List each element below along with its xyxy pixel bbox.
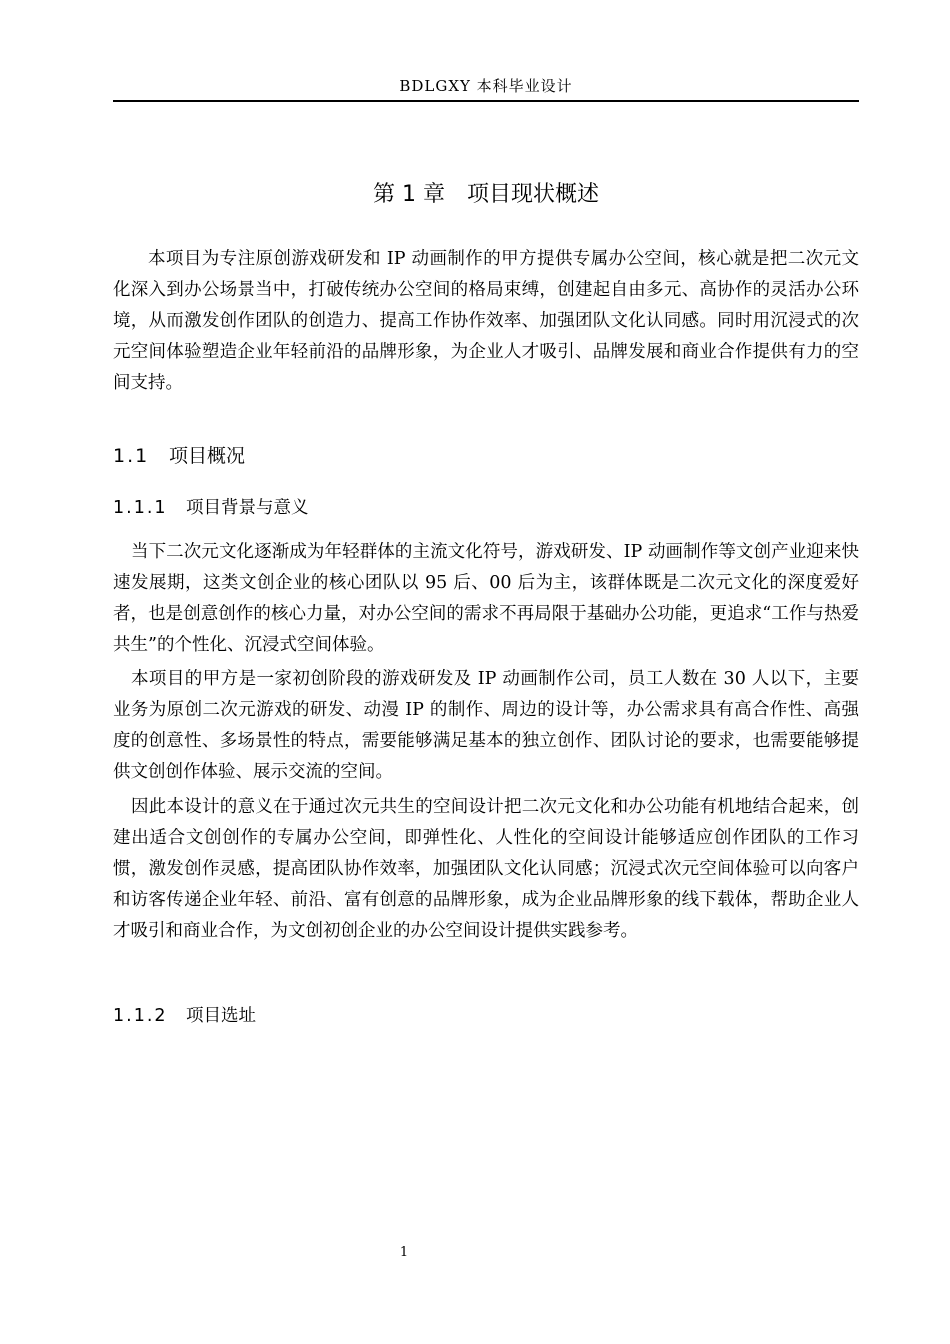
section-heading-1-1 [113,443,245,469]
background-paragraph: 当下二次元文化逐渐成为年轻群体的主流文化符号，游戏研发、IP 动画制作等文创产业迎来快速发展期，这类文创企业的核心团队以 95 后、00 后为主，该群体既是二次元文化的深度爱好者，也是创意创作的核心力量，对办公空间的需求不再局限于基础办公功能，更追求“工作与热爱共生”的个性化、沉浸式空间体验。 [113,542,859,655]
header-divider [113,100,859,102]
section-title: 项目概况 [169,445,246,467]
significance-paragraph: 因此本设计的意义在于通过次元共生的空间设计把二次元文化和办公功能有机地结合起来，创建出适合文创创作的专属办公空间，即弹性化、人性化的空间设计能够适应创作团队的工作习惯，激发创作灵感，提高团队协作效率，加强团队文化认同感；沉浸式次元空间体验可以向客户和访客传递企业年轻、前沿、富有创意的品牌形象，成为企业品牌形象的线下载体，帮助企业人才吸引和商业合作，为文创初创企业的办公空间设计提供实践参考。 [113,797,859,941]
intro-paragraph: 本项目为专注原创游戏研发和 IP 动画制作的甲方提供专属办公空间，核心就是把二次元文化深入到办公场景当中，打破传统办公空间的格局束缚，创建起自由多元、高协作的灵活办公环境，从而激发创作团队的创造力、提高工作协作效率、加强团队文化认同感。同时用沉浸式的次元空间体验塑造企业年轻前沿的品牌形象，为企业人才吸引、品牌发展和商业合作提供有力的空间支持。 [113,249,859,393]
subsection-heading-1-1-2 [113,1004,256,1028]
section-number: 1.1 [113,445,150,467]
page-number: 1 [399,1245,409,1260]
client-paragraph: 本项目的甲方是一家初创阶段的游戏研发及 IP 动画制作公司，员工人数在 30 人以下，主要业务为原创二次元游戏的研发、动漫 IP 的制作、周边的设计等，办公需求具有高合作性、高强度的创意性、多场景性的特点，需要能够满足基本的独立创作、团队讨论的要求，也需要能够提供文创创作体验、展示交流的空间。 [113,669,859,782]
subsection-title: 项目背景与意义 [186,498,309,518]
subsection-number: 1.1.2 [113,1006,168,1026]
subsection-title: 项目选址 [186,1006,256,1026]
subsection-number: 1.1.1 [113,498,168,518]
subsection-heading-1-1-1 [113,496,309,520]
running-header: BDLGXY 本科毕业设计 [399,77,573,95]
chapter-title: 第 1 章 项目现状概述 [373,182,599,207]
